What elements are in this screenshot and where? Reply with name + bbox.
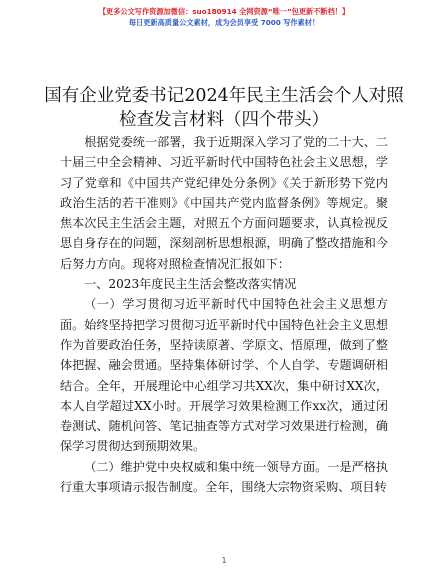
- body-paragraph: （一）学习贯彻习近平新时代中国特色社会主义思想方面。始终坚持把学习贯彻习近平新时代中国特色社会主义思想作为首要政治任务，坚持读原著、学原文、悟原理，做到了整体把握、融会贯通。坚持集体研讨学、个人自学、专题调研相结合。全年，开展理论中心组学习共XX次，集中研讨XX次，本人自学超过XX小时。开展学习效果检测工作xx次，通过闭卷测试、随机问答、笔记抽查等方式对学习效果进行检测，确保学习贯彻达到预期效果。: [60, 297, 388, 454]
- page-number: 1: [221, 556, 227, 565]
- promo-banner: [0, 6, 448, 28]
- intro-paragraph: 根据党委统一部署，我于近期深入学习了党的二十大、二十届三中全会精神、习近平新时代中国特色社会主义思想，学习了党章和《中国共产党纪律处分条例》《关于新形势下党内政治生活的若干准则》《中国共产党内监督条例》等规定。聚焦本次民主生活会主题，对照五个方面问题要求，认真检视反思自身存在的问题，深刻剖析思想根源，明确了整改措施和今后努力方向。现将对照检查情况汇报如下：: [60, 135, 388, 271]
- document-title: 国有企业党委书记2024年民主生活会个人对照检查发言材料（四个带头）: [44, 86, 404, 130]
- section-heading: 一、2023年度民主生活会整改落实情况: [84, 277, 297, 292]
- promo-line-1: 【更多公文写作资源加微信：suo180914 全网资源“唯一”包更新不断档！】: [98, 7, 350, 16]
- body-paragraph: （二）维护党中央权威和集中统一领导方面。一是严格执行重大事项请示报告制度。全年，围绕大宗物资采购、项目转: [60, 459, 388, 495]
- promo-line-2: 每日更新高质量公文素材，成为会员享受 7000 写作素材！: [128, 18, 320, 27]
- document-body: [60, 132, 388, 497]
